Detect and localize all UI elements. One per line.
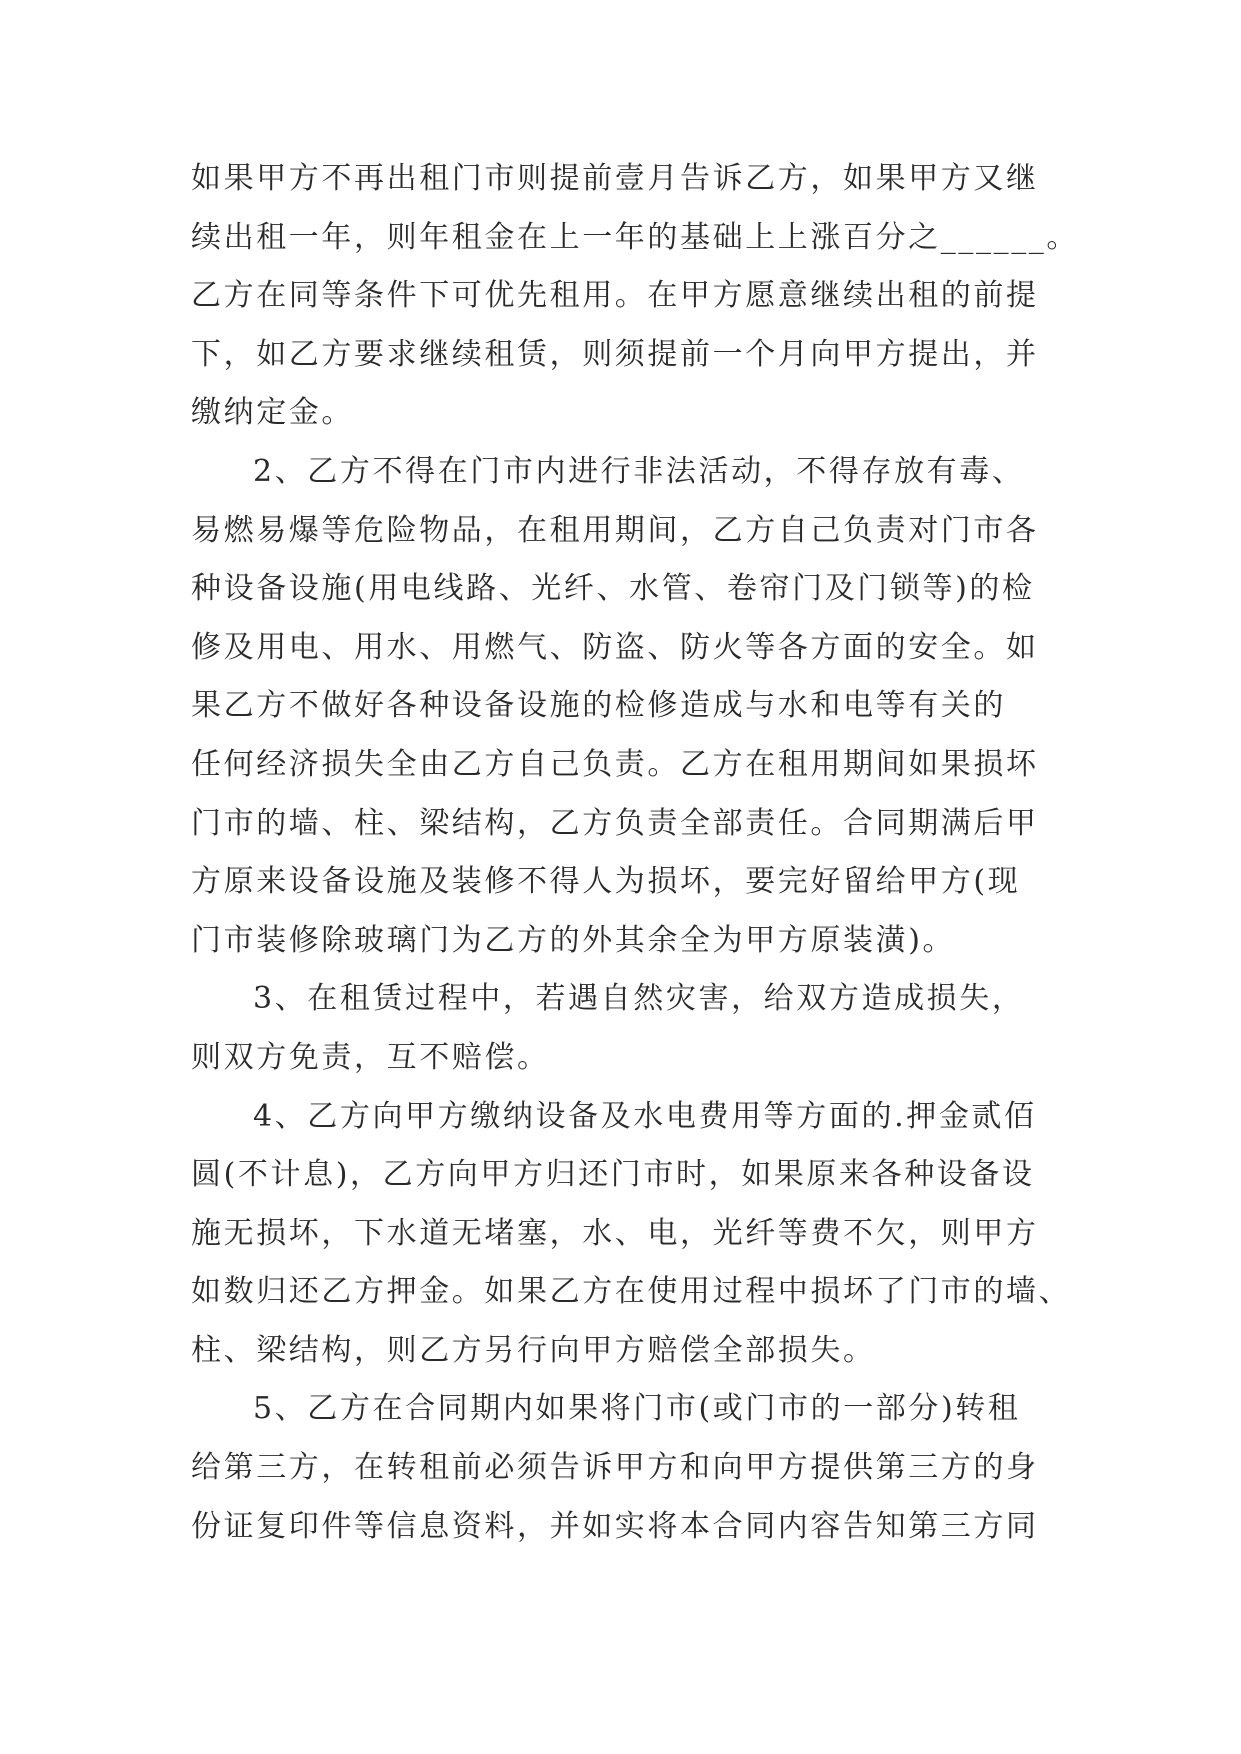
paragraph-4-line-5: 柱、梁结构，则乙方另行向甲方赔偿全部损失。	[191, 1332, 876, 1368]
paragraph-5-line-1: 5、乙方在合同期内如果将门市(或门市的一部分)转租	[253, 1391, 1021, 1427]
paragraph-1-line-5: 缴纳定金。	[191, 395, 354, 431]
paragraph-3-line-2: 则双方免责，互不赔偿。	[191, 1039, 550, 1075]
paragraph-3-line-1: 3、在租赁过程中，若遇自然灾害，给双方造成损失，	[253, 981, 1025, 1017]
paragraph-2-line-7: 门市的墙、柱、梁结构，乙方负责全部责任。合同期满后甲	[191, 805, 1039, 841]
paragraph-2-line-3: 种设备设施(用电线路、光纤、水管、卷帘门及门锁等)的检	[191, 571, 1035, 607]
paragraph-4-line-3: 施无损坏，下水道无堵塞，水、电，光纤等费不欠，则甲方	[191, 1215, 1039, 1251]
paragraph-2-line-5: 果乙方不做好各种设备设施的检修造成与水和电等有关的	[191, 688, 1006, 724]
paragraph-1-line-4: 下，如乙方要求继续租赁，则须提前一个月向甲方提出，并	[191, 336, 1039, 372]
paragraph-2-line-8: 方原来设备设施及装修不得人为损坏，要完好留给甲方(现	[191, 864, 1021, 900]
paragraph-1-line-2: 续出租一年，则年租金在上一年的基础上上涨百分之______。	[191, 219, 1079, 255]
document-body	[191, 150, 1079, 1556]
paragraph-1-line-1: 如果甲方不再出租门市则提前壹月告诉乙方，如果甲方又继	[191, 161, 1039, 196]
paragraph-5-line-2: 给第三方，在转租前必须告诉甲方和向甲方提供第三方的身	[191, 1450, 1039, 1486]
paragraph-5-line-3: 份证复印件等信息资料，并如实将本合同内容告知第三方同	[191, 1508, 1039, 1544]
paragraph-2-line-1: 2、乙方不得在门市内进行非法活动，不得存放有毒、	[253, 453, 1025, 489]
paragraph-2-line-2: 易燃易爆等危险物品，在租用期间，乙方自己负责对门市各	[191, 512, 1039, 548]
paragraph-2-line-4: 修及用电、用水、用燃气、防盗、防火等各方面的安全。如	[191, 629, 1039, 665]
paragraph-2-line-6: 任何经济损失全由乙方自己负责。乙方在租用期间如果损坏	[191, 746, 1039, 782]
paragraph-4-line-1: 4、乙方向甲方缴纳设备及水电费用等方面的.押金贰佰	[253, 1098, 1037, 1134]
paragraph-1-line-3: 乙方在同等条件下可优先租用。在甲方愿意继续出租的前提	[191, 278, 1039, 314]
paragraph-4-line-2: 圆(不计息)，乙方向甲方归还门市时，如果原来各种设备设	[191, 1157, 1035, 1193]
paragraph-2-line-9: 门市装修除玻璃门为乙方的外其余全为甲方原装潢)。	[191, 922, 956, 958]
paragraph-4-line-4: 如数归还乙方押金。如果乙方在使用过程中损坏了门市的墙、	[191, 1274, 1072, 1310]
